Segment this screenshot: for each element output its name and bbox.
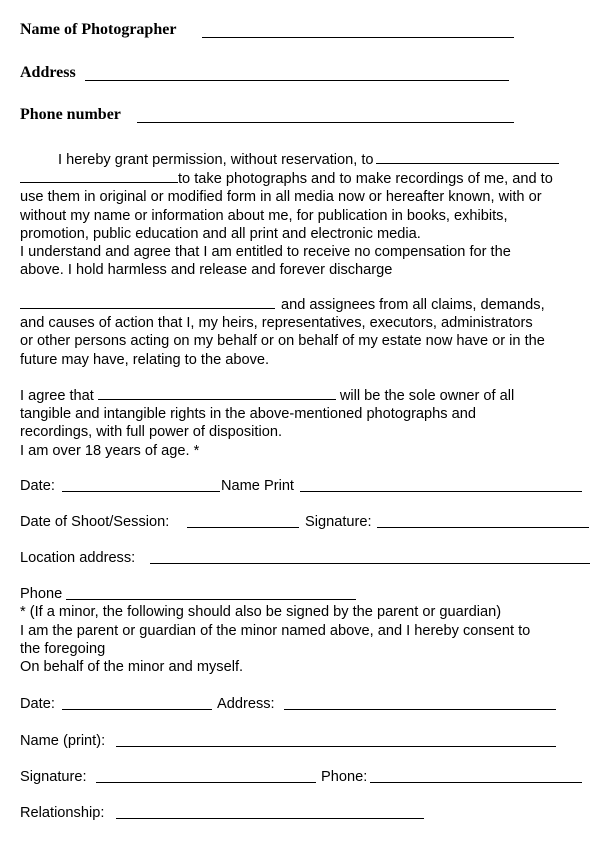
release-text: and causes of action that I, my heirs, representatives, executors, administrators [20, 315, 533, 332]
photographer-address-field[interactable] [85, 80, 509, 81]
subject-date-label: Date: [20, 478, 55, 494]
guardian-phone-label: Phone: [321, 769, 368, 785]
subject-phone-field[interactable] [66, 599, 356, 600]
grantee-field[interactable] [376, 150, 559, 164]
release-paragraph-1 [20, 150, 595, 279]
discharged-party-field[interactable] [20, 295, 275, 309]
guardian-relationship-field[interactable] [116, 818, 424, 819]
minor-note: * (If a minor, the following should also be signed by the parent or guardian) [20, 604, 502, 620]
release-text: I agree that [20, 388, 94, 404]
release-text: above. I hold harmless and release and forever discharge [20, 262, 393, 279]
release-text: recordings, with full power of disposition. [20, 424, 283, 441]
photographer-address-label: Address [20, 64, 76, 81]
release-text: I understand and agree that I am entitled to receive no compensation for the [20, 244, 511, 261]
release-text: use them in original or modified form in all media now or hereafter known, with or [20, 189, 542, 206]
release-text: I hereby grant permission, without reservation, to [58, 152, 374, 168]
release-text: promotion, public education and all print and electronic media. [20, 225, 421, 242]
release-paragraph-2 [20, 295, 595, 369]
location-address-label: Location address: [20, 550, 136, 566]
subject-date-field[interactable] [62, 491, 220, 492]
subject-signature-field[interactable] [377, 527, 589, 528]
release-text: to take photographs and to make recordings of me, and to [178, 171, 553, 188]
guardian-date-field[interactable] [62, 709, 212, 710]
guardian-signature-label: Signature: [20, 769, 87, 785]
location-address-field[interactable] [150, 563, 590, 564]
guardian-consent-text: the foregoing [20, 641, 106, 657]
subject-name-print-field[interactable] [300, 491, 582, 492]
guardian-relationship-label: Relationship: [20, 805, 105, 821]
release-text: tangible and intangible rights in the above-mentioned photographs and [20, 406, 476, 423]
subject-phone-label: Phone [20, 586, 63, 602]
subject-signature-label: Signature: [305, 514, 372, 530]
guardian-consent-text: On behalf of the minor and myself. [20, 659, 244, 675]
subject-name-print-label: Name Print [221, 478, 294, 494]
guardian-consent-text: I am the parent or guardian of the minor named above, and I hereby consent to [20, 623, 531, 639]
release-text: I am over 18 years of age. * [20, 442, 200, 459]
shoot-date-field[interactable] [187, 527, 299, 528]
shoot-date-label: Date of Shoot/Session: [20, 514, 170, 530]
guardian-address-label: Address: [217, 696, 275, 712]
owner-field[interactable] [98, 386, 336, 400]
release-text: or other persons acting on my behalf or on behalf of my estate now have or in the [20, 333, 545, 350]
release-text: future may have, relating to the above. [20, 351, 270, 368]
photographer-phone-label: Phone number [20, 106, 121, 123]
guardian-signature-field[interactable] [96, 782, 316, 783]
guardian-phone-field[interactable] [370, 782, 582, 783]
release-paragraph-3 [20, 386, 595, 460]
guardian-name-label: Name (print): [20, 733, 106, 749]
release-text: will be the sole owner of all [339, 388, 515, 404]
grantee-field-continued[interactable] [20, 169, 178, 183]
photographer-phone-field[interactable] [137, 122, 514, 123]
release-text: and assignees from all claims, demands, [281, 297, 545, 313]
guardian-name-field[interactable] [116, 746, 556, 747]
release-text: without my name or information about me, for publication in books, exhibits, [20, 207, 508, 224]
photographer-name-field[interactable] [202, 37, 514, 38]
guardian-date-label: Date: [20, 696, 55, 712]
photographer-name-label: Name of Photographer [20, 21, 177, 38]
guardian-address-field[interactable] [284, 709, 556, 710]
